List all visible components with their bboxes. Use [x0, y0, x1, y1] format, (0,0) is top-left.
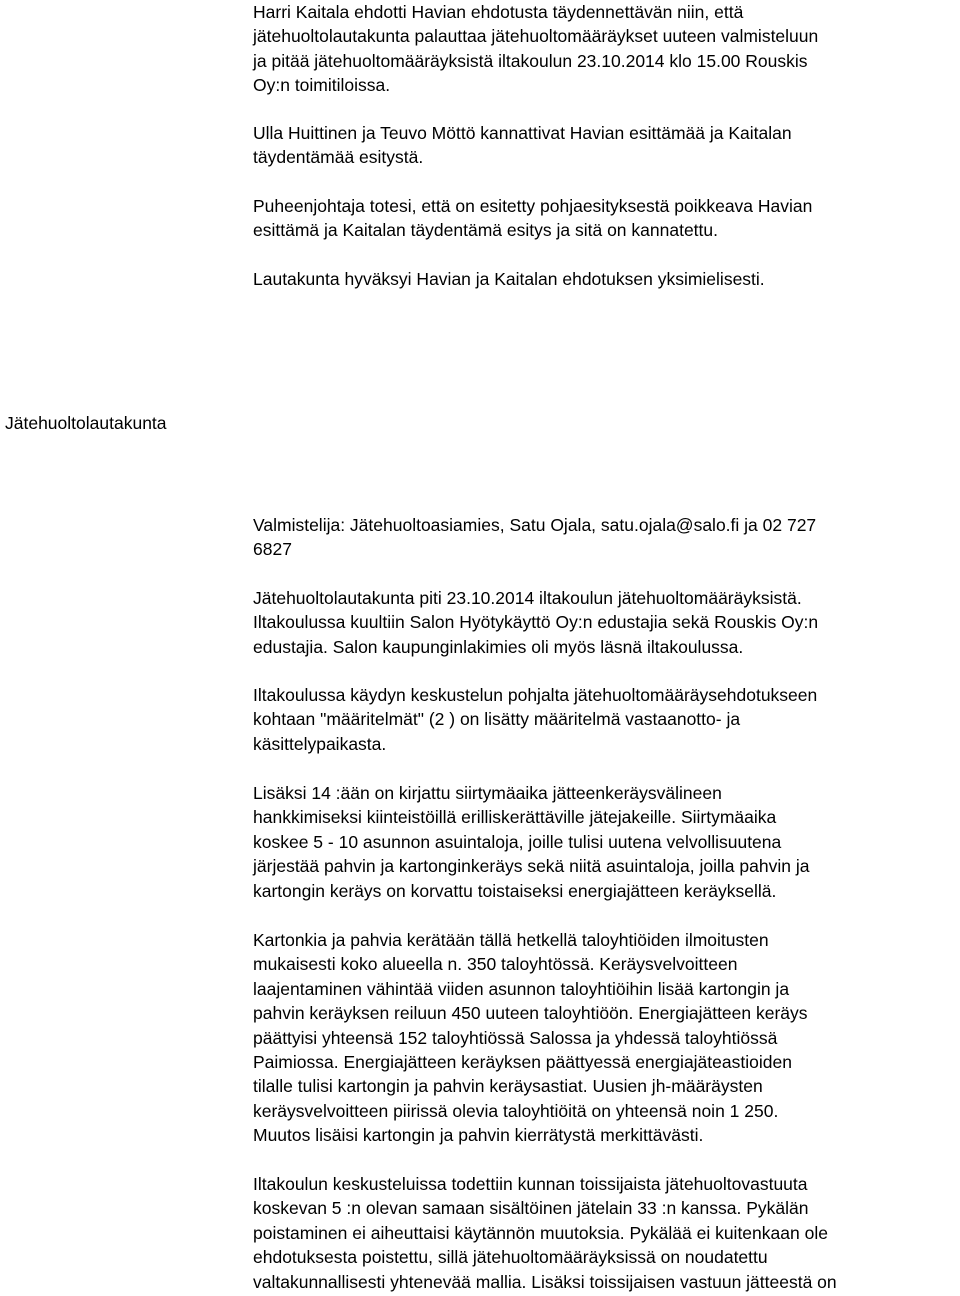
text-line: Lisäksi 14 :ään on kirjattu siirtymäaika jätteenkeräysvälineen	[253, 783, 722, 803]
text-line: Muutos lisäisi kartongin ja pahvin kierrätystä merkittävästi.	[253, 1125, 704, 1146]
text-line: jätehuoltolautakunta palauttaa jätehuoltomääräykset uuteen valmisteluun	[253, 26, 819, 47]
text-line: Ulla Huittinen ja Teuvo Möttö kannattivat Havian esittämää ja Kaitalan	[253, 123, 792, 143]
paragraph-decision	[253, 267, 960, 291]
text-line: Puheenjohtaja totesi, että on esitetty pohjaesityksestä poikkeava Havian	[253, 196, 813, 216]
text-line: hankkimiseksi kiinteistöillä erilliskerättäville jätejakeille. Siirtymäaika	[253, 807, 777, 828]
text-line: tilalle tulisi kartongin ja pahvin keräysastiat. Uusien jh-määräysten	[253, 1076, 763, 1097]
text-line: mukaisesti koko alueella n. 350 taloyhtössä. Keräysvelvoitteen	[253, 954, 738, 975]
text-line: keräysvelvoitteen piirissä olevia taloyhtiöitä on yhteensä noin 1 250.	[253, 1100, 779, 1121]
text-line: päättyisi yhteensä 152 taloyhtiössä Salossa ja yhdessä taloyhtiössä	[253, 1027, 778, 1048]
text-line: esittämä ja Kaitalan täydentämä esitys ja sitä on kannatettu.	[253, 220, 718, 241]
text-line: edustajia. Salon kaupunginlakimies oli myös läsnä iltakoulussa.	[253, 636, 744, 657]
paragraph-definitions	[253, 683, 960, 756]
paragraph-transition	[253, 781, 960, 903]
text-line: kartongin keräys on korvattu toistaiseksi energiajätteen keräyksellä.	[253, 880, 777, 901]
text-line: ja pitää jätehuoltomääräyksistä iltakoulun 23.10.2014 klo 15.00 Rouskis	[253, 50, 808, 71]
text-line: valtakunnallisesti yhtenevää mallia. Lisäksi toissijaisen vastuun jätteestä on	[253, 1271, 837, 1292]
text-line: ehdotuksesta poistettu, sillä jätehuoltomääräyksissä on noudatettu	[253, 1247, 768, 1268]
text-line: Iltakoulussa kuultiin Salon Hyötykäyttö Oy:n edustajia sekä Rouskis Oy:n	[253, 612, 819, 633]
text-line: Jätehuoltolautakunta piti 23.10.2014 iltakoulun jätehuoltomääräyksistä.	[253, 588, 802, 608]
text-line: 6827	[253, 539, 292, 560]
text-line: Oy:n toimitiloissa.	[253, 75, 391, 96]
text-line: Iltakoulun keskusteluissa todettiin kunnan toissijaista jätehuoltovastuuta	[253, 1174, 808, 1194]
text-line: täydentämää esitystä.	[253, 147, 424, 168]
paragraph-cardboard	[253, 928, 960, 1148]
text-line: koskevan 5 :n olevan samaan sisältöinen jätelain 33 :n kanssa. Pykälän	[253, 1198, 809, 1219]
text-line: Paimiossa. Energiajätteen keräyksen päättyessä energiajäteastioiden	[253, 1051, 792, 1072]
paragraph-support	[253, 121, 960, 170]
text-line: Lautakunta hyväksyi Havian ja Kaitalan ehdotuksen yksimielisesti.	[253, 269, 765, 289]
text-line: järjestää pahvin ja kartonginkeräys sekä niitä asuintaloja, joilla pahvin ja	[253, 856, 810, 877]
text-line: Harri Kaitala ehdotti Havian ehdotusta täydennettävän niin, että	[253, 2, 744, 22]
text-line: laajentaminen vähintää viiden asunnon taloyhtiöihin lisää kartongin ja	[253, 978, 790, 999]
text-line: käsittelypaikasta.	[253, 733, 387, 754]
text-line: Valmistelija: Jätehuoltoasiamies, Satu Ojala, satu.ojala@salo.fi ja 02 727	[253, 515, 817, 535]
paragraph-chair-statement	[253, 194, 960, 243]
text-line: Iltakoulussa käydyn keskustelun pohjalta jätehuoltomääräysehdotukseen	[253, 685, 818, 705]
text-line: pahvin keräyksen reiluun 450 uuteen taloyhtiöön. Energiajätteen keräys	[253, 1003, 808, 1024]
text-line: poistaminen ei aiheuttaisi käytännön muutoksia. Pykälää ei kuitenkaan ole	[253, 1222, 828, 1243]
paragraph-workshop	[253, 586, 960, 659]
text-line: koskee 5 - 10 asunnon asuintaloja, joille tulisi uutena velvollisuutena	[253, 831, 782, 852]
text-line: Kartonkia ja pahvia kerätään tällä hetkellä taloyhtiöiden ilmoitusten	[253, 930, 769, 950]
section-heading: Jätehuoltolautakunta	[5, 413, 167, 433]
text-line: kohtaan "määritelmät" (2 ) on lisätty määritelmä vastaanotto- ja	[253, 709, 741, 730]
paragraph-secondary-responsibility	[253, 1172, 960, 1294]
paragraph-proposal	[253, 0, 960, 98]
paragraph-preparer	[253, 513, 960, 562]
